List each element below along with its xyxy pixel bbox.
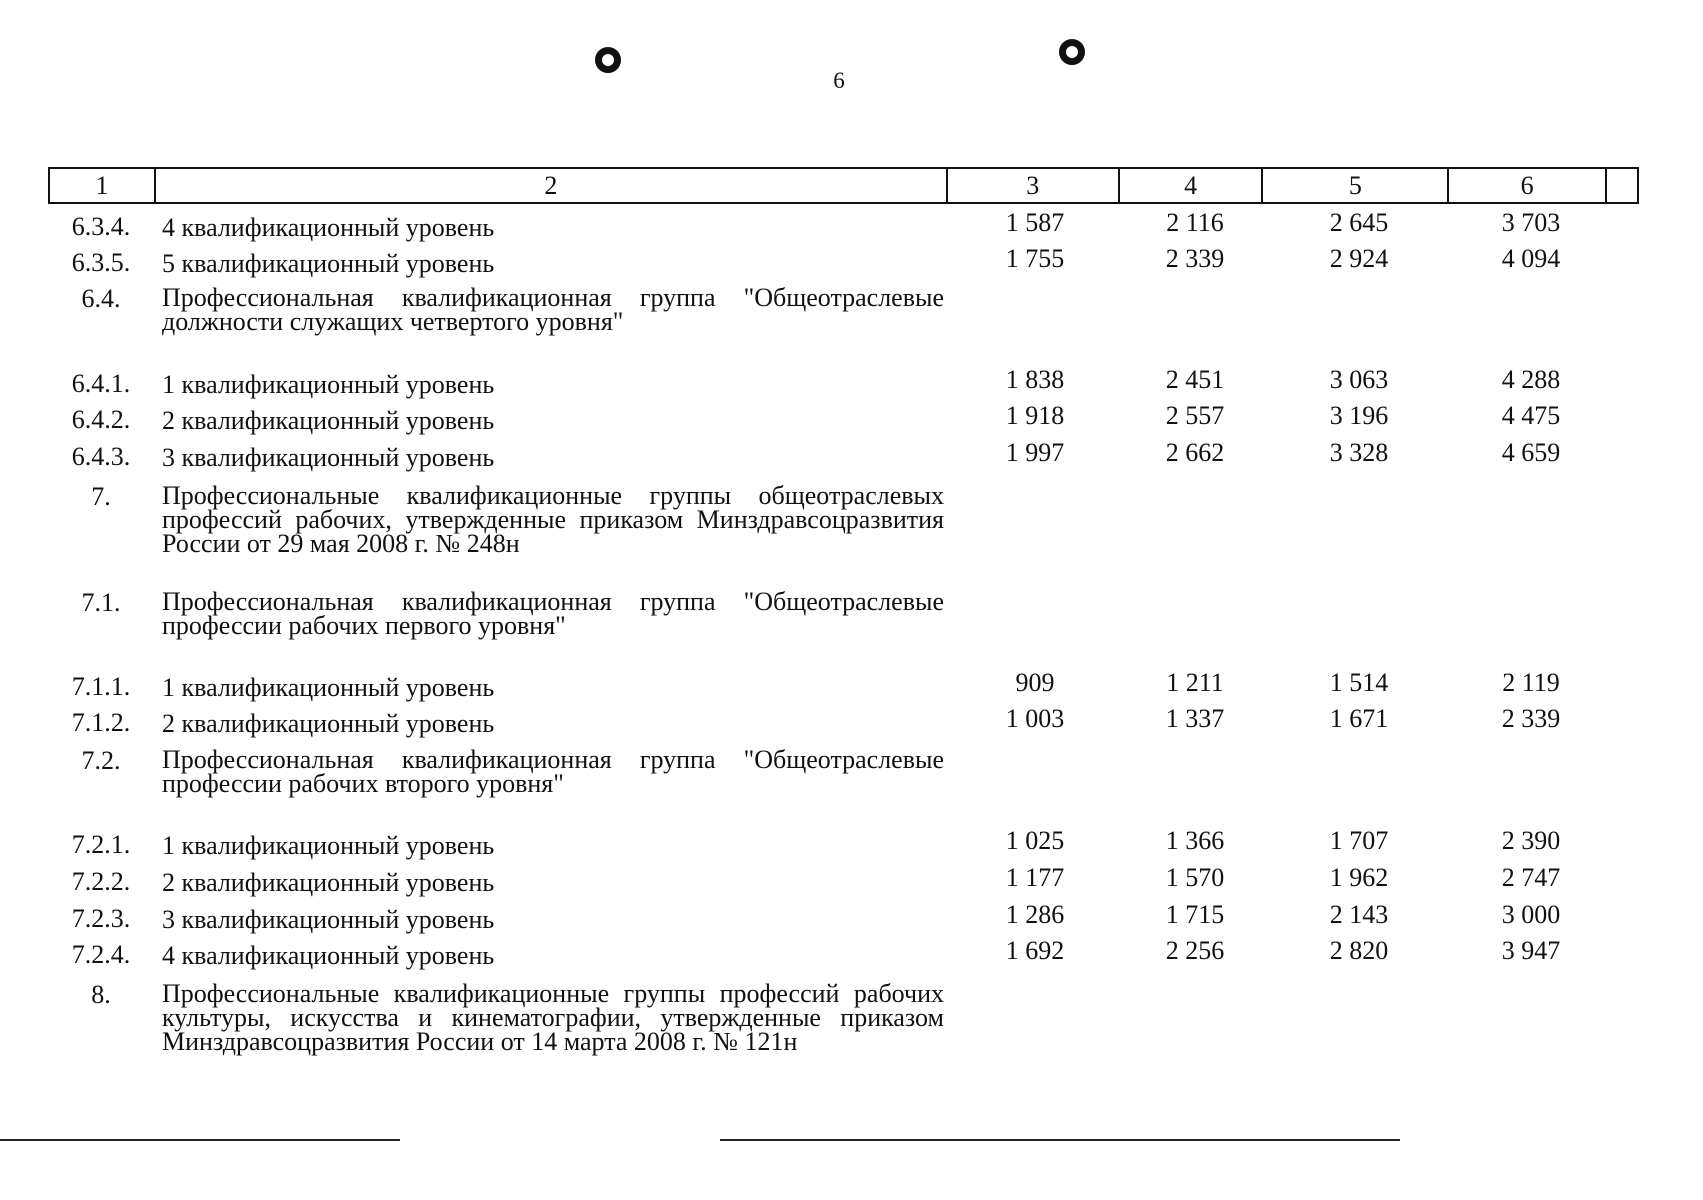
row-value-col3: 909	[1015, 668, 1055, 697]
row-value-col3: 1 587	[1005, 208, 1065, 237]
row-value-col5: 1 962	[1329, 863, 1389, 892]
punch-hole-left	[595, 47, 621, 73]
row-number: 7.1.1.	[71, 672, 131, 701]
row-number: 7.2.1.	[71, 830, 131, 859]
row-number: 6.3.4.	[71, 212, 131, 241]
row-value-col3: 1 025	[1005, 826, 1065, 855]
row-name: Профессиональная квалификационная группа "Общеотраслевые профессии рабочих первого уровня"	[162, 587, 944, 640]
row-value-col6: 3 703	[1501, 208, 1561, 237]
row-value-col5: 2 645	[1329, 208, 1389, 237]
row-value-col6: 4 288	[1501, 365, 1561, 394]
row-value-col5: 3 196	[1329, 401, 1389, 430]
punch-hole-right	[1059, 39, 1085, 65]
row-name: 2 квалификационный уровень	[162, 406, 495, 435]
row-value-col4: 2 557	[1165, 401, 1225, 430]
row-value-col5: 1 671	[1329, 704, 1389, 733]
row-number: 7.	[91, 482, 111, 511]
row-value-col6: 4 094	[1501, 244, 1561, 273]
row-value-col4: 2 339	[1165, 244, 1225, 273]
row-value-col4: 1 715	[1165, 900, 1225, 929]
row-value-col5: 2 820	[1329, 936, 1389, 965]
header-col-5: 5	[1263, 169, 1449, 202]
table-header	[48, 167, 1639, 204]
row-value-col5: 1 514	[1329, 668, 1389, 697]
row-number: 7.2.4.	[71, 940, 131, 969]
row-name: Профессиональная квалификационная группа "Общеотраслевые профессии рабочих второго уровня"	[162, 745, 944, 798]
row-value-col3: 1 692	[1005, 936, 1065, 965]
header-col-1: 1	[50, 169, 156, 202]
header-col-2: 2	[156, 169, 948, 202]
row-value-col6: 2 390	[1501, 826, 1561, 855]
row-value-col4: 2 116	[1166, 208, 1224, 237]
row-value-col4: 2 451	[1165, 365, 1225, 394]
row-value-col6: 2 339	[1501, 704, 1561, 733]
row-number: 6.4.1.	[71, 369, 131, 398]
row-value-col6: 4 659	[1501, 438, 1561, 467]
header-col-empty	[1607, 169, 1637, 202]
row-value-col4: 1 211	[1166, 668, 1224, 697]
row-value-col4: 2 256	[1165, 936, 1225, 965]
row-number: 7.1.2.	[71, 708, 131, 737]
row-name: 4 квалификационный уровень	[162, 213, 495, 242]
row-value-col5: 2 924	[1329, 244, 1389, 273]
row-value-col3: 1 003	[1005, 704, 1065, 733]
row-number: 7.2.3.	[71, 904, 131, 933]
row-number: 8.	[91, 980, 111, 1009]
row-value-col3: 1 997	[1005, 438, 1065, 467]
row-value-col4: 2 662	[1165, 438, 1225, 467]
row-value-col3: 1 286	[1005, 900, 1065, 929]
row-value-col3: 1 755	[1005, 244, 1065, 273]
header-col-4: 4	[1120, 169, 1264, 202]
row-value-col6: 2 747	[1501, 863, 1561, 892]
row-value-col5: 3 328	[1329, 438, 1389, 467]
page-number: 6	[833, 68, 845, 93]
row-value-col4: 1 570	[1165, 863, 1225, 892]
row-number: 7.2.	[81, 746, 121, 775]
row-name: 3 квалификационный уровень	[162, 443, 495, 472]
footer-rule	[0, 1139, 1703, 1141]
row-number: 7.2.2.	[71, 867, 131, 896]
row-value-col5: 3 063	[1329, 365, 1389, 394]
row-name: 5 квалификационный уровень	[162, 249, 495, 278]
row-number: 7.1.	[81, 588, 121, 617]
row-name: Профессиональные квалификационные группы общеотраслевых профессий рабочих, утвержденные приказом Минздравсоцразвития России от 29 мая 2008 г. № 248н	[162, 481, 944, 558]
row-value-col4: 1 337	[1165, 704, 1225, 733]
row-value-col5: 1 707	[1329, 826, 1389, 855]
row-number: 6.4.	[81, 284, 121, 313]
row-number: 6.3.5.	[71, 248, 131, 277]
row-number: 6.4.3.	[71, 442, 131, 471]
row-name: 1 квалификационный уровень	[162, 370, 495, 399]
header-col-6: 6	[1449, 169, 1607, 202]
row-name: 3 квалификационный уровень	[162, 905, 495, 934]
row-name: 2 квалификационный уровень	[162, 868, 495, 897]
row-value-col6: 3 000	[1501, 900, 1561, 929]
row-value-col4: 1 366	[1165, 826, 1225, 855]
row-name: 2 квалификационный уровень	[162, 709, 495, 738]
row-name: Профессиональные квалификационные группы профессий рабочих культуры, искусства и кинематографии, утвержденные приказом Минздравсоцразвития России от 14 марта 2008 г. № 121н	[162, 979, 944, 1056]
row-name: Профессиональная квалификационная группа "Общеотраслевые должности служащих четвертого уровня"	[162, 283, 944, 336]
row-name: 1 квалификационный уровень	[162, 831, 495, 860]
row-value-col5: 2 143	[1329, 900, 1389, 929]
row-value-col3: 1 177	[1005, 863, 1065, 892]
row-number: 6.4.2.	[71, 405, 131, 434]
row-value-col3: 1 838	[1005, 365, 1065, 394]
row-value-col6: 2 119	[1502, 668, 1560, 697]
row-value-col6: 4 475	[1501, 401, 1561, 430]
row-value-col3: 1 918	[1005, 401, 1065, 430]
row-name: 4 квалификационный уровень	[162, 941, 495, 970]
row-value-col6: 3 947	[1501, 936, 1561, 965]
row-name: 1 квалификационный уровень	[162, 673, 495, 702]
header-col-3: 3	[948, 169, 1120, 202]
